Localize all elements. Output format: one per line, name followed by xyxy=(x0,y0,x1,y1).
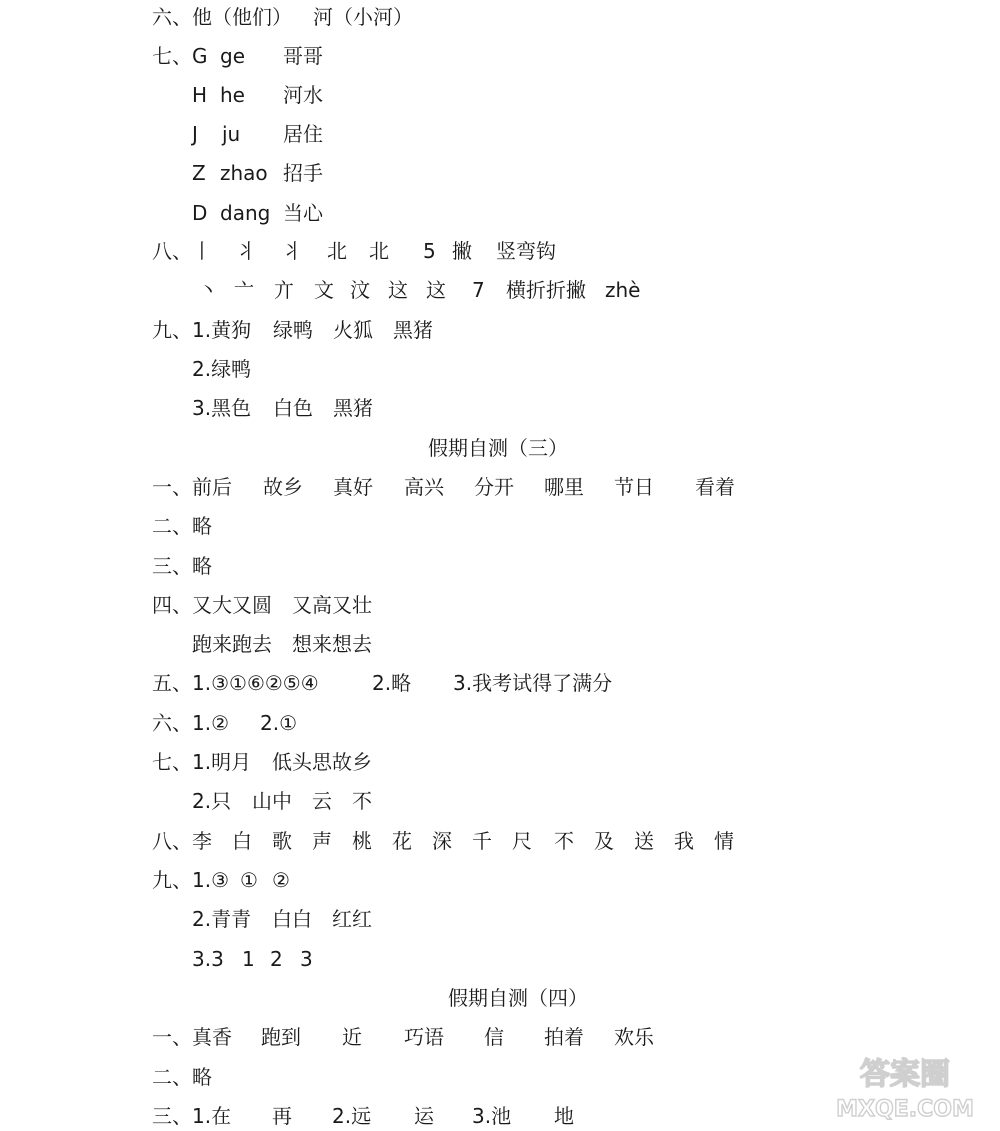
answer-text: 七、1.明月 xyxy=(152,750,252,774)
answer-text: 亣 xyxy=(274,278,294,302)
answer-text: 送 xyxy=(634,829,654,853)
answer-text: ① xyxy=(240,868,258,892)
answer-text: 丶 xyxy=(198,278,218,302)
answer-text: D xyxy=(192,201,208,225)
answer-text: 黑猪 xyxy=(393,318,433,342)
answer-text: 四、又大又圆 xyxy=(152,593,272,617)
answer-text: 横折折撇 xyxy=(506,278,586,302)
answer-text: 1 xyxy=(242,947,255,971)
answer-text: 三、1.在 xyxy=(152,1104,232,1128)
answer-text: 火狐 xyxy=(333,318,373,342)
answer-text: 云 xyxy=(312,789,332,813)
answer-text: 千 xyxy=(472,829,492,853)
watermark-logo-text: 答案圈 xyxy=(860,1057,950,1092)
answer-text: 欢乐 xyxy=(614,1025,654,1049)
answer-text: 2.远 xyxy=(332,1104,372,1128)
answer-text: 我 xyxy=(674,829,694,853)
answer-text: 亠 xyxy=(234,278,254,302)
answer-text: 2.略 xyxy=(372,671,412,695)
answer-text: 白白 xyxy=(272,907,312,931)
answer-text: 白色 xyxy=(273,396,313,420)
answer-text: 真好 xyxy=(333,475,373,499)
answer-text: 八、李 xyxy=(152,829,212,853)
answer-text: 三、略 xyxy=(152,554,212,578)
answer-text: 又高又壮 xyxy=(292,593,372,617)
section-title: 假期自测（三） xyxy=(428,436,568,460)
answer-text: 跑来跑去 xyxy=(192,632,272,656)
answer-text: 桃 xyxy=(352,829,372,853)
answer-text: 八、丨 xyxy=(152,239,212,263)
answer-text: 2 xyxy=(270,947,283,971)
answer-text: 丬 xyxy=(236,239,256,263)
answer-text: 一、前后 xyxy=(152,475,232,499)
answer-text: 跑到 xyxy=(261,1025,301,1049)
answer-text: 深 xyxy=(432,829,452,853)
answer-text: 二、略 xyxy=(152,514,212,538)
answer-text: 及 xyxy=(594,829,614,853)
answer-text: 五、1.③①⑥②⑤④ xyxy=(152,671,319,695)
answer-text: 地 xyxy=(554,1104,574,1128)
answer-text: 3.黑色 xyxy=(192,396,252,420)
answer-text: 山中 xyxy=(252,789,292,813)
answer-text: 2.青青 xyxy=(192,907,252,931)
answer-text: 拍着 xyxy=(544,1025,584,1049)
answer-text: 情 xyxy=(714,829,734,853)
answer-text: 七、G xyxy=(152,44,208,68)
answer-text: 花 xyxy=(392,829,412,853)
answer-text: 高兴 xyxy=(404,475,444,499)
answer-text: 节日 xyxy=(614,475,654,499)
answer-text: 红红 xyxy=(332,907,372,931)
answer-text: 2.绿鸭 xyxy=(192,357,252,381)
answer-text: 尺 xyxy=(512,829,532,853)
answer-text: 绿鸭 xyxy=(273,318,313,342)
answer-text: 7 xyxy=(472,278,485,302)
answer-text: 这 xyxy=(426,278,446,302)
answer-text: 信 xyxy=(484,1025,504,1049)
answer-text: ge xyxy=(220,44,245,68)
answer-text: 哥哥 xyxy=(283,44,323,68)
answer-text: 六、他（他们） xyxy=(152,5,292,29)
answer-text: 居住 xyxy=(283,122,323,146)
answer-text: 3.我考试得了满分 xyxy=(453,671,613,695)
answer-text: Z xyxy=(192,161,206,185)
answer-text: 哪里 xyxy=(544,475,584,499)
answer-text: 招手 xyxy=(283,161,323,185)
answer-text: 想来想去 xyxy=(292,632,372,656)
answer-text: 低头思故乡 xyxy=(272,750,372,774)
answer-text: 3 xyxy=(300,947,313,971)
answer-text: 文 xyxy=(314,278,334,302)
answer-text: 丬 xyxy=(282,239,302,263)
answer-text: dang xyxy=(220,201,271,225)
answer-text: 故乡 xyxy=(263,475,303,499)
answer-text: 2.只 xyxy=(192,789,232,813)
watermark-url-text: MXQE.COM xyxy=(836,1097,974,1122)
answer-text: 六、1.② xyxy=(152,711,230,735)
answer-text: 3.池 xyxy=(472,1104,512,1128)
answer-text: 不 xyxy=(554,829,574,853)
answer-text: 河（小河） xyxy=(313,5,413,29)
answer-text: 分开 xyxy=(474,475,514,499)
answer-text: ju xyxy=(222,122,241,146)
answer-text: 一、真香 xyxy=(152,1025,232,1049)
answer-text: 声 xyxy=(312,829,332,853)
answer-text: 歌 xyxy=(272,829,292,853)
answer-text: 河水 xyxy=(283,83,323,107)
answer-text: 这 xyxy=(388,278,408,302)
answer-text: 看着 xyxy=(695,475,735,499)
answer-text: 北 xyxy=(327,239,347,263)
answer-text: 运 xyxy=(414,1104,434,1128)
answer-text: 巧语 xyxy=(404,1025,444,1049)
answer-text: H xyxy=(192,83,208,107)
answer-text: 当心 xyxy=(283,201,323,225)
answer-text: 白 xyxy=(232,829,252,853)
answer-text: 近 xyxy=(342,1025,362,1049)
answer-text: ② xyxy=(272,868,290,892)
section-title: 假期自测（四） xyxy=(448,986,588,1010)
answer-text: 黑猪 xyxy=(333,396,373,420)
answer-text: 撇 xyxy=(452,239,472,263)
answer-text: 不 xyxy=(352,789,372,813)
answer-text: 九、1.黄狗 xyxy=(152,318,252,342)
answer-text: zhè xyxy=(605,278,641,302)
answer-text: 竖弯钩 xyxy=(496,239,556,263)
answer-text: 3.3 xyxy=(192,947,224,971)
answer-text: 二、略 xyxy=(152,1065,212,1089)
answer-text: 2.① xyxy=(260,711,298,735)
answer-text: 5 xyxy=(423,239,436,263)
site-watermark xyxy=(815,1050,995,1122)
answer-text: 九、1.③ xyxy=(152,868,230,892)
answer-text: he xyxy=(220,83,245,107)
answer-text: J xyxy=(192,122,198,146)
answer-text: 再 xyxy=(272,1104,292,1128)
answer-text: zhao xyxy=(220,161,268,185)
answer-text: 北 xyxy=(369,239,389,263)
answer-text: 汶 xyxy=(350,278,370,302)
